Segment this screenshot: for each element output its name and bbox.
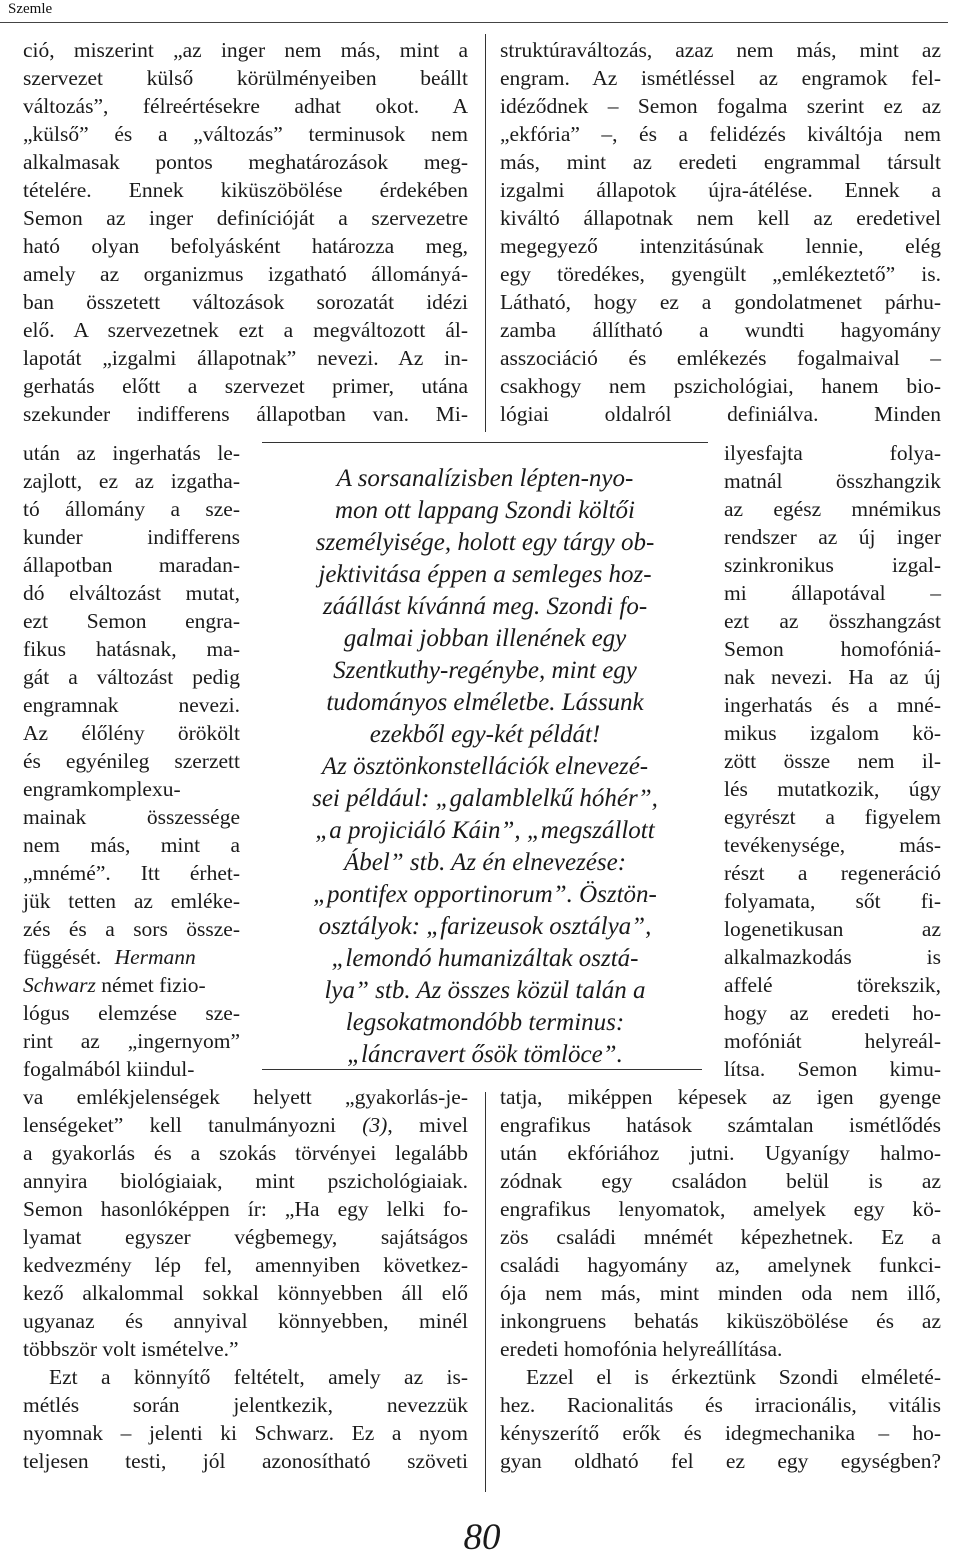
left-line: ezt Semon engra- bbox=[23, 609, 240, 633]
left-line: dó elváltozást mutat, bbox=[23, 581, 240, 605]
right-line: után ekfóriához jutni. Ugyanígy halmo- bbox=[500, 1141, 941, 1165]
pull-quote-line: mon ott lappang Szondi költői bbox=[335, 497, 635, 524]
pull-quote-line: osztályok: „farizeusok osztálya”, bbox=[318, 913, 652, 940]
right-line: egy töredékes, gyengült „emlékeztető” is. bbox=[500, 262, 941, 286]
right-line: lés mutatkozik, úgy bbox=[724, 777, 941, 801]
right-line: hogy az eredeti ho- bbox=[724, 1001, 941, 1025]
right-line: „ekfória” –, és a felidézés kiváltója nem bbox=[500, 122, 941, 146]
right-line: ezt az összhangzást bbox=[724, 609, 941, 633]
right-line: inkongruens behatás kiküszöbölése és az bbox=[500, 1309, 941, 1333]
right-line: az egész mnémikus bbox=[724, 497, 941, 521]
right-line: folyamata, sőt fi- bbox=[724, 889, 941, 913]
author-name-hermann: Hermann bbox=[114, 945, 196, 969]
left-line: Semon az inger definícióját a szervezetre bbox=[23, 206, 468, 230]
left-line: nem más, mint a bbox=[23, 833, 240, 857]
left-line: amely az organizmus izgatható állományá- bbox=[23, 262, 468, 286]
right-line: tevékenysége, más- bbox=[724, 833, 941, 857]
pull-quote-line: lya” stb. Az összes közül talán a bbox=[324, 977, 646, 1004]
right-line: tatja, miképpen képesek az igen gyenge bbox=[500, 1085, 941, 1109]
right-line: kiváltó állapotnak nem kell az eredetivel bbox=[500, 206, 941, 230]
left-line: lapotát „izgalmi állapotnak” nevezi. Az in- bbox=[23, 346, 468, 370]
pull-quote-line: záállást kívánná meg. Szondi fo- bbox=[322, 593, 648, 620]
right-line: engrafikus lenyomatok, amelyek egy kö- bbox=[500, 1197, 941, 1221]
pull-quote-line: Szentkuthy-regénybe, mint egy bbox=[333, 657, 637, 684]
pull-quote-line: A sorsanalízisben lépten-nyo- bbox=[336, 465, 634, 492]
pull-quote-line: „a projiciáló Káin”, „megszállott bbox=[315, 817, 655, 844]
left-line: alkalmasak pontos meghatározások meg- bbox=[23, 150, 468, 174]
pull-quote-line: tudományos elméletbe. Lássunk bbox=[326, 689, 644, 716]
right-line: zös családi mnémét képezhetnek. Ez a bbox=[500, 1225, 941, 1249]
left-line: fogalmából kiindul- bbox=[23, 1057, 195, 1081]
left-line: kedvezmény lép fel, amennyiben következ- bbox=[23, 1253, 468, 1277]
left-line: zés és a sors össze- bbox=[23, 917, 240, 941]
right-line: engrafikus hatások számtalan ismétlődés bbox=[500, 1113, 941, 1137]
left-line: nyomnak – jelenti ki Schwarz. Ez a nyom bbox=[23, 1421, 468, 1445]
right-line: idéződnek – Semon fogalma szerint ez az bbox=[500, 94, 941, 118]
right-line: ója nem más, mint minden oda nem illő, bbox=[500, 1281, 941, 1305]
left-line: ban összetett változások sorozatát idézi bbox=[23, 290, 468, 314]
column-divider-bottom bbox=[485, 1092, 486, 1492]
right-line: hez. Racionalitás és irracionális, vitális bbox=[500, 1393, 941, 1417]
right-line: Semon homofóniá- bbox=[724, 637, 941, 661]
pull-quote-line: legsokatmondóbb terminus: bbox=[345, 1009, 625, 1036]
right-line: rendszer az új inger bbox=[724, 525, 941, 549]
right-line: engram. Az ismétléssel az engramok fel- bbox=[500, 66, 941, 90]
right-line: gyan oldható fel ez egy egységben? bbox=[500, 1449, 941, 1473]
left-line: rint az „ingernyom” bbox=[23, 1029, 240, 1053]
left-line: függését. Hermann bbox=[23, 945, 196, 969]
left-line: kező alkalommal sokkal könnyebben áll elő bbox=[23, 1281, 468, 1305]
left-line: fikus hatásnak, ma- bbox=[23, 637, 240, 661]
right-line: mi állapotával – bbox=[724, 581, 941, 605]
pull-quote-line: „lemondó humanizáltak osztá- bbox=[331, 945, 639, 972]
running-header: Szemle bbox=[8, 1, 53, 17]
right-line: nak nevezi. Ha az új bbox=[724, 665, 941, 689]
pull-quote-line: jektivitása éppen a semleges hoz- bbox=[318, 561, 652, 588]
right-line: csakhogy nem pszichológiai, hanem bio- bbox=[500, 374, 941, 398]
right-line: Ezzel el is érkeztünk Szondi elméleté- bbox=[526, 1365, 941, 1389]
right-line: családi hagyomány az, amelynek funkci- bbox=[500, 1253, 941, 1277]
left-line: szekunder indifferens állapotban van. Mi- bbox=[23, 402, 468, 426]
right-line: megegyező intenzitásúnak lennie, elég bbox=[500, 234, 941, 258]
right-line: izgalmi állapotok újra-átélése. Ennek a bbox=[500, 178, 941, 202]
pull-quote-line: Az ösztönkonstellációk elnevezé- bbox=[321, 753, 649, 780]
right-line: Látható, hogy ez a gondolatmenet párhu- bbox=[500, 290, 941, 314]
right-line: mikus izgalom kö- bbox=[724, 721, 941, 745]
left-line: ugyanaz és annyival könnyebben, minél bbox=[23, 1309, 468, 1333]
left-line: métlés során jelentkezik, nevezzük bbox=[23, 1393, 468, 1417]
left-line: „mnémé”. Itt érhet- bbox=[23, 861, 240, 885]
right-line: logenetikusan az bbox=[724, 917, 941, 941]
right-line: struktúraváltozás, azaz nem más, mint az bbox=[500, 38, 941, 62]
left-line: ció, miszerint „az inger nem más, mint a bbox=[23, 38, 468, 62]
left-line: többször volt ismételve.” bbox=[23, 1337, 239, 1361]
left-line: állapotban maradan- bbox=[23, 553, 240, 577]
right-line: zamba állítható a wundti hagyomány bbox=[500, 318, 941, 342]
pull-quote-line: „pontifex opportinorum”. Ösztön- bbox=[313, 881, 657, 908]
right-line: zött össze nem il- bbox=[724, 749, 941, 773]
right-line: ilyesfajta folya- bbox=[724, 441, 941, 465]
left-line: szervezet külső körülményeiben beállt bbox=[23, 66, 468, 90]
left-line: kunder indifferens bbox=[23, 525, 240, 549]
left-line: „külső” és a „változás” terminusok nem bbox=[23, 122, 468, 146]
pull-quote-line: személyisége, holott egy tárgy ob- bbox=[315, 529, 655, 556]
left-line: engramnak nevezi. bbox=[23, 693, 240, 717]
right-line: részt a regeneráció bbox=[724, 861, 941, 885]
left-line: lyamat egyszer végbemegy, sajátságos bbox=[23, 1225, 468, 1249]
left-line: Ezt a könnyítő feltételt, amely az is- bbox=[49, 1365, 468, 1389]
left-line: gerhatás előtt a szervezet primer, utána bbox=[23, 374, 468, 398]
right-line: zódnak egy családon belül is az bbox=[500, 1169, 941, 1193]
left-line: va emlékjelenségek helyett „gyakorlás-je- bbox=[23, 1085, 468, 1109]
left-line: tó állomány a sze- bbox=[23, 497, 240, 521]
left-line: és egyénileg szerzett bbox=[23, 749, 240, 773]
column-divider-top bbox=[485, 34, 486, 432]
left-line: engramkomplexu- bbox=[23, 777, 181, 801]
right-line: más, mint az eredeti engrammal társult bbox=[500, 150, 941, 174]
right-line: mofóniát helyreál- bbox=[724, 1029, 941, 1053]
left-line: lenségeket” kell tanulmányozni (3), mivel bbox=[23, 1113, 469, 1137]
right-line: ingerhatás és a mné- bbox=[724, 693, 941, 717]
right-line: lógiai oldalról definiálva. Minden bbox=[500, 402, 941, 426]
right-line: szinkronikus izgal- bbox=[724, 553, 941, 577]
right-line: affelé törekszik, bbox=[724, 973, 941, 997]
left-line: annyira biológiaiak, mint pszichológiaiak. bbox=[23, 1169, 468, 1193]
left-line: után az ingerhatás le- bbox=[23, 441, 240, 465]
left-line: változás”, félreértésekre adhat okot. A bbox=[23, 94, 468, 118]
left-line: Semon hasonlóképpen ír: „Ha egy lelki fo- bbox=[23, 1197, 468, 1221]
left-line: mainak összessége bbox=[23, 805, 240, 829]
page-number: 80 bbox=[463, 1517, 501, 1558]
right-line: lítsa. Semon kimu- bbox=[724, 1057, 941, 1081]
pull-quote-line: „láncravert ősök tömlöce”. bbox=[347, 1041, 623, 1068]
left-line: lógus elemzése sze- bbox=[23, 1001, 240, 1025]
right-line: kényszerítő erők és idegmechanika – ho- bbox=[500, 1421, 941, 1445]
left-line: zajlott, ez az izgatha- bbox=[23, 469, 240, 493]
pull-quote-top-rule bbox=[262, 442, 708, 443]
right-line: asszociáció és emlékezés fogalmaival – bbox=[500, 346, 941, 370]
left-line: a gyakorlás és a szokás törvényei legalább bbox=[23, 1141, 468, 1165]
pull-quote-line: galmai jobban illenének egy bbox=[343, 625, 627, 652]
left-line: tételére. Ennek kiküszöbölése érdekében bbox=[23, 178, 468, 202]
right-line: eredeti homofónia helyreállítása. bbox=[500, 1337, 783, 1361]
right-line: alkalmazkodás is bbox=[724, 945, 941, 969]
right-line: egyrészt a figyelem bbox=[724, 805, 941, 829]
left-line: gát a változást pedig bbox=[23, 665, 240, 689]
pull-quote-line: sei például: „galamblelkű hóhér”, bbox=[312, 785, 658, 812]
left-line: jük tetten az emléke- bbox=[23, 889, 240, 913]
left-line: Az élőlény örökölt bbox=[23, 721, 240, 745]
right-line: matnál összhangzik bbox=[724, 469, 941, 493]
left-line: elő. A szervezetnek ezt a megváltozott ál- bbox=[23, 318, 468, 342]
left-line: ható olyan befolyásként határozza meg, bbox=[23, 234, 468, 258]
pull-quote-line: ezekből egy-két példát! bbox=[369, 721, 601, 748]
header-rule bbox=[0, 22, 948, 23]
left-line: teljesen testi, jól azonosítható szöveti bbox=[23, 1449, 468, 1473]
left-line: Schwarz német fizio- bbox=[23, 973, 206, 997]
pull-quote-line: Ábel” stb. Az én elnevezése: bbox=[343, 849, 627, 876]
author-name-schwarz: Schwarz bbox=[23, 973, 96, 997]
reference-marker: (3) bbox=[362, 1113, 388, 1137]
